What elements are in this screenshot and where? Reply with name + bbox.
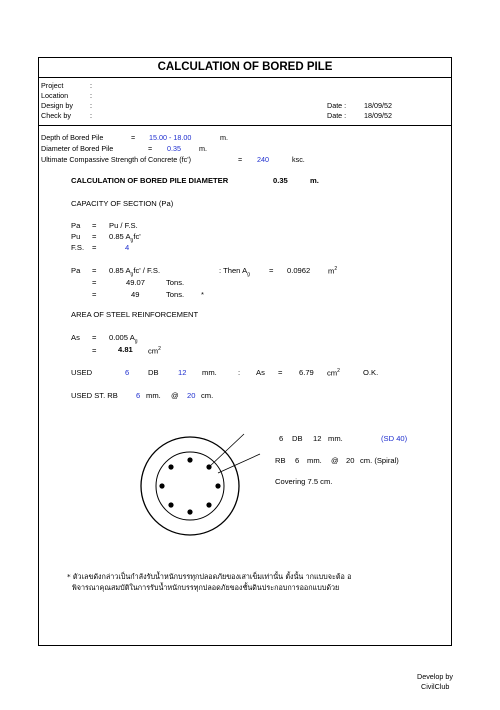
- pa-calc-value: 49.07: [126, 278, 146, 287]
- footnote-line-1: * ตัวเลขดังกล่าวเป็นกำลังรับน้ำหนักบรรทุกปลอดภัยของเสาเข็มเท่านั้น ตั้งนั้น ากแบบจะต้อ อ: [67, 572, 352, 581]
- diagram-covering: Covering 7.5 cm.: [275, 477, 333, 486]
- rebar-dot: [206, 502, 211, 507]
- stirrup-unit: mm.: [146, 391, 161, 400]
- diagram-bar-size: 12: [313, 434, 322, 443]
- pu-formula: 0.85 $A_gfc'$: [109, 232, 141, 244]
- diagram-bar-type: DB: [292, 434, 303, 443]
- used-label: USED: [71, 368, 93, 377]
- divider: [38, 125, 452, 126]
- location-colon: :: [90, 91, 92, 100]
- pu-symbol: Pu: [71, 232, 81, 241]
- as-formula: 0.005 $A_g$: [109, 333, 138, 345]
- footnote-line-2: พิจารณาคุณสมบัติในการรับน้ำหนักบรรทุกปลอดภัยของชั้นดินประกอบการออกแบบด้วย: [72, 583, 340, 592]
- pa-final-eq: =: [92, 290, 97, 299]
- pa-eq: =: [92, 221, 97, 230]
- bar-size: 12: [178, 368, 187, 377]
- fc-eq: =: [238, 155, 243, 164]
- date-label-2: Date :: [327, 111, 347, 120]
- bar-unit: mm.: [202, 368, 217, 377]
- as-required-unit: $cm^2$: [148, 346, 161, 356]
- stirrup-spacing: 20: [187, 391, 196, 400]
- pa2-symbol: Pa: [71, 266, 81, 275]
- check-ok: O.K.: [363, 368, 379, 377]
- as-calc-eq: =: [92, 346, 97, 355]
- as-provided-label: As: [256, 368, 265, 377]
- then-eq: =: [269, 266, 274, 275]
- diameter-eq: =: [148, 144, 153, 153]
- stirrup-at: @: [171, 391, 179, 400]
- pile-section-diagram: [138, 423, 278, 553]
- diameter-result-unit: m.: [310, 176, 319, 185]
- bar-count: 6: [125, 368, 130, 377]
- capacity-heading: CAPACITY OF SECTION (Pa): [71, 199, 174, 208]
- then-ag: : Then $A_g$: [219, 266, 250, 278]
- depth-label: Depth of Bored Pile: [41, 133, 104, 142]
- spiral-leader: [218, 454, 260, 473]
- developer-label: Develop by: [417, 672, 453, 681]
- date-label-1: Date :: [327, 101, 347, 110]
- stirrup-spacing-unit: cm.: [201, 391, 214, 400]
- as-provided-eq: =: [278, 368, 283, 377]
- pa2-eq: =: [92, 266, 97, 275]
- rebar-dot: [215, 483, 220, 488]
- fs-value: 4: [125, 243, 130, 252]
- design-date: 18/09/52: [364, 101, 392, 110]
- location-label: Location: [41, 91, 69, 100]
- steel-heading: AREA OF STEEL REINFORCEMENT: [71, 310, 199, 319]
- stirrup-size: 6: [136, 391, 141, 400]
- fc-value: 240: [257, 155, 269, 164]
- footnote-star: *: [201, 290, 204, 299]
- as-required: 4.81: [118, 345, 133, 354]
- diagram-rb-label: RB: [275, 456, 286, 465]
- diagram-rb-tail: cm. (Spiral): [360, 456, 399, 465]
- depth-unit: m.: [220, 133, 228, 142]
- page-title: CALCULATION OF BORED PILE: [157, 61, 333, 73]
- as-eq: =: [92, 333, 97, 342]
- diameter-unit: m.: [199, 144, 207, 153]
- used-colon: :: [238, 368, 241, 377]
- depth-eq: =: [131, 133, 136, 142]
- check-by-label: Check by: [41, 111, 71, 120]
- bar-type: DB: [148, 368, 159, 377]
- rebar-dot: [187, 457, 192, 462]
- diagram-rb-at: @: [331, 456, 339, 465]
- diagram-bar-count: 6: [279, 434, 284, 443]
- rebar-dot: [168, 464, 173, 469]
- diagram-rb-unit: mm.: [307, 456, 322, 465]
- fc-label: Ultimate Compassive Strength of Concrete (fc'): [41, 155, 191, 164]
- diagram-bar-grade: (SD 40): [381, 434, 408, 443]
- pa-final-unit: Tons.: [166, 290, 185, 299]
- rebar-dot: [168, 502, 173, 507]
- pa-formula: Pu / F.S.: [109, 221, 138, 230]
- as-symbol: As: [71, 333, 80, 342]
- as-provided-unit: $cm^2$: [327, 368, 340, 378]
- fs-eq: =: [92, 243, 97, 252]
- design-colon: :: [90, 101, 92, 110]
- fs-symbol: F.S.: [71, 243, 85, 252]
- depth-value: 15.00 - 18.00: [149, 133, 192, 142]
- stirrup-label: USED ST. RB: [71, 391, 118, 400]
- as-provided-value: 6.79: [299, 368, 314, 377]
- pa-calc-unit: Tons.: [166, 278, 185, 287]
- check-date: 18/09/52: [364, 111, 392, 120]
- pu-eq: =: [92, 232, 97, 241]
- diameter-result: 0.35: [273, 176, 288, 185]
- diagram-rb-size: 6: [295, 456, 300, 465]
- diameter-heading: CALCULATION OF BORED PILE DIAMETER: [71, 176, 229, 185]
- fc-unit: ksc.: [292, 155, 305, 164]
- project-label: Project: [41, 81, 64, 90]
- pa2-formula: 0.85 $A_gfc' / F.S$.: [109, 266, 161, 278]
- ag-unit: $m^2$: [328, 266, 338, 276]
- design-by-label: Design by: [41, 101, 73, 110]
- title-bar: [38, 57, 452, 78]
- rebar-dot: [159, 483, 164, 488]
- bar-leader: [209, 434, 244, 467]
- diagram-bar-unit: mm.: [328, 434, 343, 443]
- ag-value: 0.0962: [287, 266, 311, 275]
- check-colon: :: [90, 111, 92, 120]
- pa-final-value: 49: [131, 290, 140, 299]
- diameter-value: 0.35: [167, 144, 181, 153]
- diameter-label: Diameter of Bored Pile: [41, 144, 114, 153]
- project-colon: :: [90, 81, 92, 90]
- diagram-rb-spacing: 20: [346, 456, 355, 465]
- pa-symbol: Pa: [71, 221, 81, 230]
- pa-calc-eq: =: [92, 278, 97, 287]
- developer-name: CivilClub: [421, 682, 450, 691]
- rebar-dot: [187, 509, 192, 514]
